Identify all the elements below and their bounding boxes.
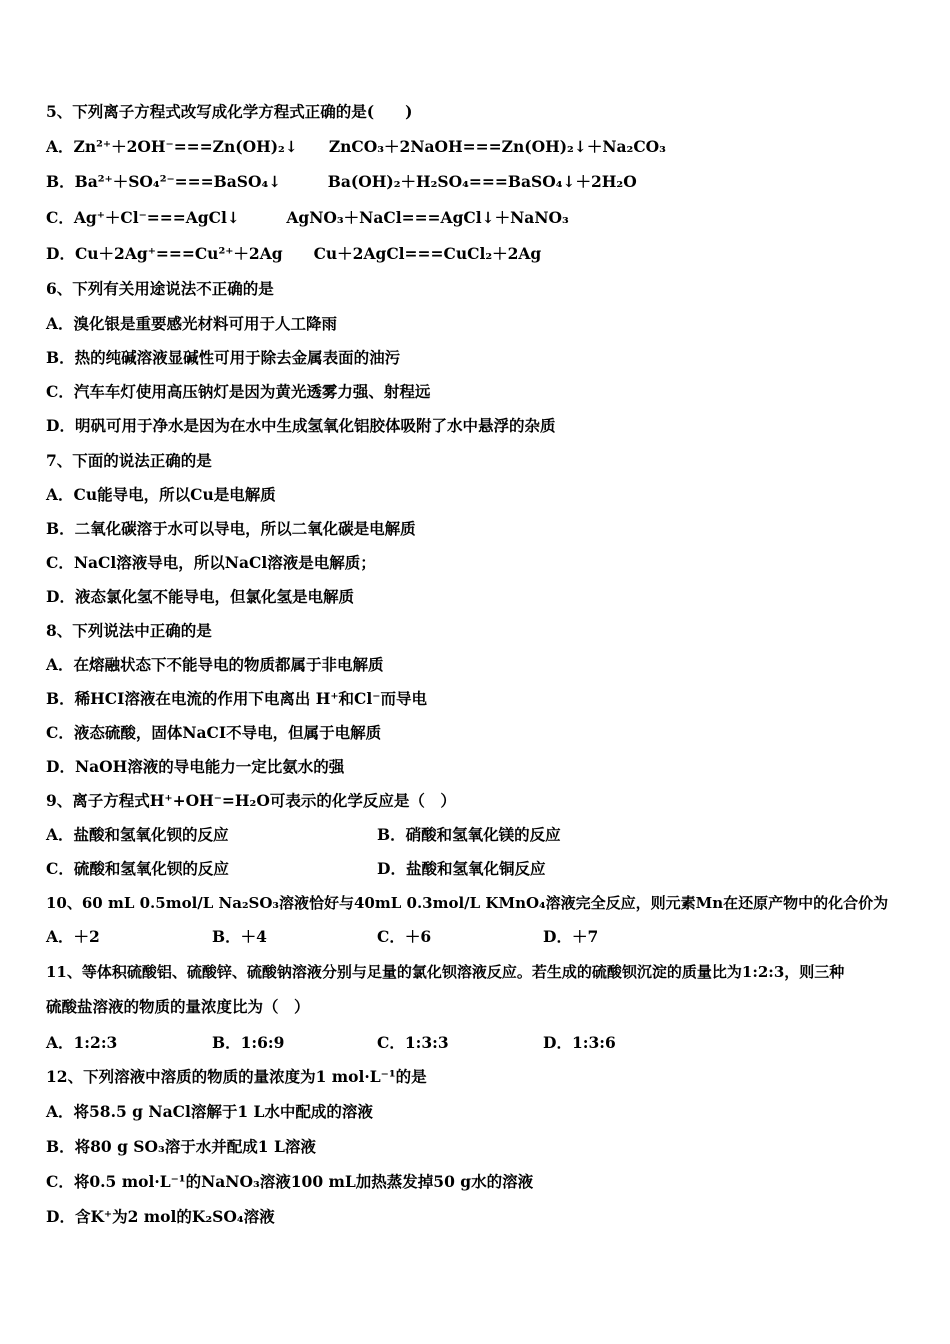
question-5-option-d: D．Cu＋2Ag⁺===Cu²⁺＋2Ag Cu＋2AgCl===CuCl₂＋2Ag	[46, 244, 542, 263]
question-8-option-b: B．稀HCI溶液在电流的作用下电离出 H⁺和Cl⁻而导电	[46, 689, 427, 708]
question-6-option-c: C．汽车车灯使用高压钠灯是因为黄光透雾力强、射程远	[46, 382, 431, 401]
question-12-option-d: D．含K⁺为2 mol的K₂SO₄溶液	[46, 1207, 275, 1226]
question-9-option-c: C．硫酸和氢氧化钡的反应	[46, 859, 229, 878]
question-9-option-a: A．盐酸和氢氧化钡的反应	[46, 825, 229, 844]
question-6-option-a: A．溴化银是重要感光材料可用于人工降雨	[46, 314, 338, 333]
question-6-option-d: D．明矾可用于净水是因为在水中生成氢氧化铝胶体吸附了水中悬浮的杂质	[46, 416, 556, 435]
question-5-option-a: A．Zn²⁺＋2OH⁻===Zn(OH)₂↓ ZnCO₃＋2NaOH===Zn(OH)₂↓＋Na₂CO₃	[46, 137, 666, 156]
question-7-option-d: D．液态氯化氢不能导电，但氯化氢是电解质	[46, 587, 354, 606]
question-12-option-a: A．将58.5 g NaCl溶解于1 L水中配成的溶液	[46, 1102, 373, 1121]
question-5-stem: 5、下列离子方程式改写成化学方程式正确的是( )	[46, 102, 413, 121]
question-8-stem: 8、下列说法中正确的是	[46, 621, 212, 640]
question-8-option-d: D．NaOH溶液的导电能力一定比氨水的强	[46, 757, 345, 776]
question-12-stem: 12、下列溶液中溶质的物质的量浓度为1 mol·L⁻¹的是	[46, 1067, 427, 1086]
question-7-stem: 7、下面的说法正确的是	[46, 451, 212, 470]
question-8-option-c: C．液态硫酸，固体NaCI不导电，但属于电解质	[46, 723, 382, 742]
question-9-stem: 9、离子方程式H⁺+OH⁻=H₂O可表示的化学反应是（ ）	[46, 791, 456, 810]
question-6-option-b: B．热的纯碱溶液显碱性可用于除去金属表面的油污	[46, 348, 401, 367]
question-12-option-c: C．将0.5 mol·L⁻¹的NaNO₃溶液100 mL加热蒸发掉50 g水的溶液	[46, 1172, 534, 1191]
question-10-option-b: B．＋4	[212, 927, 267, 946]
question-8-option-a: A．在熔融状态下不能导电的物质都属于非电解质	[46, 655, 384, 674]
question-7-option-c: C．NaCl溶液导电，所以NaCl溶液是电解质；	[46, 553, 376, 572]
question-7-option-b: B．二氧化碳溶于水可以导电，所以二氧化碳是电解质	[46, 519, 416, 538]
question-12-option-b: B．将80 g SO₃溶于水并配成1 L溶液	[46, 1137, 316, 1156]
question-11-option-d: D．1:3:6	[543, 1033, 616, 1052]
question-7-option-a: A．Cu能导电，所以Cu是电解质	[46, 485, 276, 504]
question-5-option-b: B．Ba²⁺＋SO₄²⁻===BaSO₄↓ Ba(OH)₂＋H₂SO₄===BaSO₄↓＋2H₂O	[46, 172, 637, 191]
question-11-option-b: B．1:6:9	[212, 1033, 285, 1052]
question-11-option-c: C．1:3:3	[377, 1033, 449, 1052]
question-9-option-d: D．盐酸和氢氧化铜反应	[377, 859, 546, 878]
question-11-stem: 11、等体积硫酸铝、硫酸锌、硫酸钠溶液分别与足量的氯化钡溶液反应。若生成的硫酸钡沉淀的质量比为1:2:3，则三种	[46, 963, 845, 981]
question-10-option-d: D．＋7	[543, 927, 599, 946]
question-9-option-b: B．硝酸和氢氧化镁的反应	[377, 825, 561, 844]
question-6-stem: 6、下列有关用途说法不正确的是	[46, 279, 274, 298]
question-10-stem: 10、60 mL 0.5mol/L Na₂SO₃溶液恰好与40mL 0.3mol/L KMnO₄溶液完全反应，则元素Mn在还原产物中的化合价为	[46, 894, 889, 912]
question-11-option-a: A．1:2:3	[46, 1033, 118, 1052]
question-11-stem-continued: 硫酸盐溶液的物质的量浓度比为（ ）	[46, 997, 310, 1016]
question-10-option-a: A．＋2	[46, 927, 100, 946]
question-5-option-c: C．Ag⁺＋Cl⁻===AgCl↓ AgNO₃＋NaCl===AgCl↓＋NaNO₃	[46, 208, 569, 227]
question-10-option-c: C．＋6	[377, 927, 432, 946]
